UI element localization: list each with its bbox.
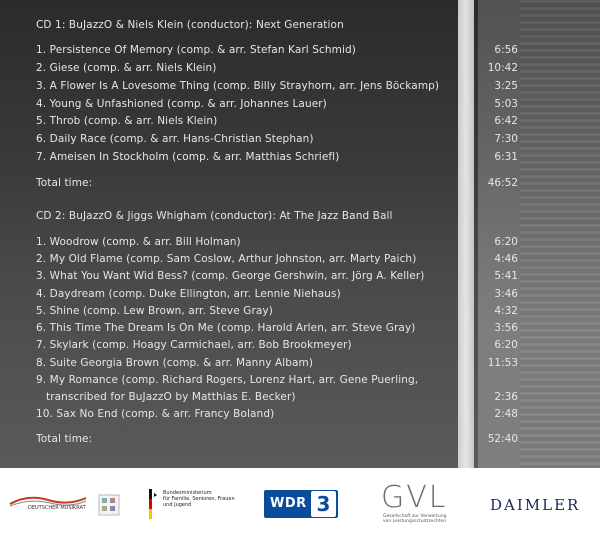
track-time: 2:36	[494, 391, 518, 403]
track-title: 3. A Flower Is A Lovesome Thing (comp. Billy Strayhorn, arr. Jens Böckamp)	[36, 80, 440, 92]
track-time: 5:41	[494, 270, 518, 282]
track-title: 7. Ameisen In Stockholm (comp. & arr. Matthias Schriefl)	[36, 151, 340, 163]
track-time: 4:46	[494, 253, 518, 265]
ministry-line: und Jugend	[163, 502, 192, 508]
track-title: 3. What You Want Wid Bess? (comp. George Gershwin, arr. Jörg A. Keller)	[36, 270, 425, 282]
track-title: 5. Throb (comp. & arr. Niels Klein)	[36, 115, 218, 127]
track-time: 11:53	[487, 357, 518, 369]
track-time: 3:56	[494, 322, 518, 334]
track-title: 1. Persistence Of Memory (comp. & arr. Stefan Karl Schmid)	[36, 44, 356, 56]
track-time: 3:46	[494, 288, 518, 300]
track-time: 2:48	[494, 408, 518, 420]
track-title: 2. My Old Flame (comp. Sam Coslow, Arthur Johnston, arr. Marty Paich)	[36, 253, 417, 265]
gvl-subtitle: von Leistungsschutzrechten	[383, 519, 447, 524]
track-title: 4. Daydream (comp. Duke Ellington, arr. Lennie Niehaus)	[36, 288, 341, 300]
track-time: 5:03	[494, 98, 518, 110]
track-time: 4:32	[494, 305, 518, 317]
deutscher-musikrat-text: DEUTSCHER MUSIKRAT	[28, 505, 86, 511]
track-time: 6:20	[494, 339, 518, 351]
track-title: 5. Shine (comp. Lew Brown, arr. Steve Gray)	[36, 305, 273, 317]
track-title: 6. Daily Race (comp. & arr. Hans-Christian Stephan)	[36, 133, 314, 145]
track-title: 10. Sax No End (comp. & arr. Francy Boland)	[36, 408, 275, 420]
track-title: 2. Giese (comp. & arr. Niels Klein)	[36, 62, 217, 74]
federal-eagle-icon	[147, 487, 159, 523]
track-title: 6. This Time The Dream Is On Me (comp. Harold Arlen, arr. Steve Gray)	[36, 322, 416, 334]
track-title-continued: transcribed for BuJazzO by Matthias E. Becker)	[46, 391, 296, 403]
total-time-label: Total time:	[36, 177, 93, 189]
ministry-line: Bundesministerium	[163, 490, 212, 496]
track-title: 8. Suite Georgia Brown (comp. & arr. Manny Albam)	[36, 357, 314, 369]
ministry-line: für Familie, Senioren, Frauen	[163, 496, 235, 502]
track-title: 9. My Romance (comp. Richard Rogers, Lorenz Hart, arr. Gene Puerling,	[36, 374, 419, 386]
track-time: 6:42	[494, 115, 518, 127]
track-time: 6:31	[494, 151, 518, 163]
track-title: 1. Woodrow (comp. & arr. Bill Holman)	[36, 236, 241, 248]
wdr-number: 3	[311, 491, 336, 517]
track-title: 7. Skylark (comp. Hoagy Carmichael, arr. Bob Brookmeyer)	[36, 339, 352, 351]
total-time-label: Total time:	[36, 433, 93, 445]
cd2-heading: CD 2: BuJazzO & Jiggs Whigham (conductor): At The Jazz Band Ball	[36, 210, 393, 222]
gvl-logo: GVL	[381, 480, 448, 515]
track-time: 6:20	[494, 236, 518, 248]
daimler-logo: DAIMLER	[490, 496, 581, 514]
texture-lines	[520, 0, 600, 468]
track-time: 10:42	[487, 62, 518, 74]
track-time: 7:30	[494, 133, 518, 145]
track-time: 6:56	[494, 44, 518, 56]
wdr-text: WDR	[270, 496, 307, 511]
total-time-value: 46:52	[487, 177, 518, 189]
track-title: 4. Young & Unfashioned (comp. & arr. Johannes Lauer)	[36, 98, 327, 110]
gvl-subtitle: Gesellschaft zur Verwertung	[383, 514, 447, 519]
cd1-heading: CD 1: BuJazzO & Niels Klein (conductor): Next Generation	[36, 19, 344, 31]
stamp-icon	[98, 494, 120, 516]
total-time-value: 52:40	[487, 433, 518, 445]
track-time: 3:25	[494, 80, 518, 92]
